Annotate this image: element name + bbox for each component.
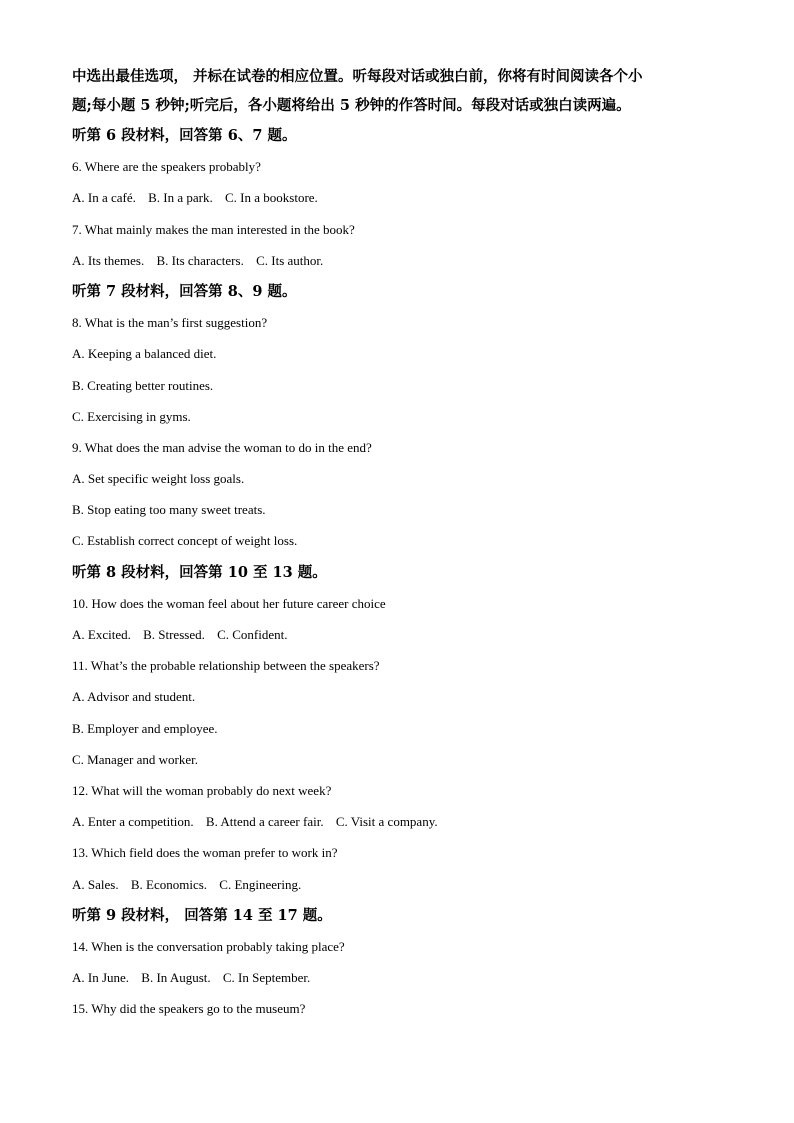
option-13a: A. Sales. (72, 876, 119, 892)
options-10 (72, 619, 732, 650)
option-11b: B. Employer and employee. (72, 720, 218, 736)
option-7b: B. Its characters. (156, 252, 244, 268)
options-13 (72, 869, 732, 900)
option-10c: C. Confident. (217, 627, 288, 642)
question-14: 14. When is the conversation probably taking place? (72, 938, 345, 954)
option-11c: C. Manager and worker. (72, 751, 198, 767)
exam-page (72, 62, 732, 1024)
option-12a: A. Enter a competition. (72, 814, 194, 830)
instructions-line-1: 中选出最佳选项， 并标在试卷的相应位置。听每段对话或独白前，你将有时间阅读各个小 (72, 68, 643, 85)
option-6b: B. In a park. (148, 190, 213, 206)
option-10a: A. Excited. (72, 627, 131, 642)
question-13: 13. Which field does the woman prefer to work in? (72, 845, 338, 861)
options-7 (72, 245, 732, 276)
option-11a: A. Advisor and student. (72, 689, 196, 705)
section-heading-8: 听第 8 段材料，回答第 10 至 13 题。 (72, 563, 327, 581)
option-9a: A. Set specific weight loss goals. (72, 471, 245, 487)
section-heading-7: 听第 7 段材料，回答第 8、9 题。 (72, 282, 297, 300)
section-heading-6: 听第 6 段材料，回答第 6、7 题。 (72, 127, 297, 144)
question-15: 15. Why did the speakers go to the museum? (72, 1001, 306, 1017)
option-12b: B. Attend a career fair. (205, 814, 324, 830)
question-6: 6. Where are the speakers probably? (72, 159, 261, 175)
option-13c: C. Engineering. (219, 876, 302, 892)
option-7c: C. Its author. (256, 252, 324, 268)
section-heading-9: 听第 9 段材料， 回答第 14 至 17 题。 (72, 906, 332, 924)
question-10: 10. How does the woman feel about her future career choice (72, 595, 386, 611)
question-11: 11. What’s the probable relationship between the speakers? (72, 658, 380, 674)
instructions-line-2: 题;每小题 5 秒钟;听完后，各小题将给出 5 秒钟的作答时间。每段对话或独白读两遍。 (72, 97, 631, 114)
option-13b: B. Economics. (130, 876, 208, 892)
question-9: 9. What does the man advise the woman to do in the end? (72, 439, 372, 455)
options-6 (72, 182, 732, 213)
option-14a: A. In June. (72, 970, 130, 986)
option-8a: A. Keeping a balanced diet. (72, 346, 217, 362)
question-12: 12. What will the woman probably do next week? (72, 782, 332, 798)
option-9b: B. Stop eating too many sweet treats. (72, 502, 266, 518)
option-14c: C. In September. (222, 970, 311, 986)
question-8: 8. What is the man’s first suggestion? (72, 315, 268, 331)
option-14b: B. In August. (141, 970, 211, 986)
option-6a: A. In a café. (72, 190, 136, 206)
option-8b: B. Creating better routines. (72, 377, 214, 393)
option-9c: C. Establish correct concept of weight loss. (72, 533, 298, 549)
option-7a: A. Its themes. (72, 252, 145, 268)
option-10b: B. Stressed. (143, 627, 205, 642)
options-12 (72, 806, 732, 837)
instructions-paragraph (72, 62, 732, 120)
question-7: 7. What mainly makes the man interested in the book? (72, 221, 355, 237)
option-12c: C. Visit a company. (335, 814, 438, 830)
options-14 (72, 962, 732, 993)
option-8c: C. Exercising in gyms. (72, 408, 191, 424)
option-6c: C. In a bookstore. (225, 190, 318, 206)
